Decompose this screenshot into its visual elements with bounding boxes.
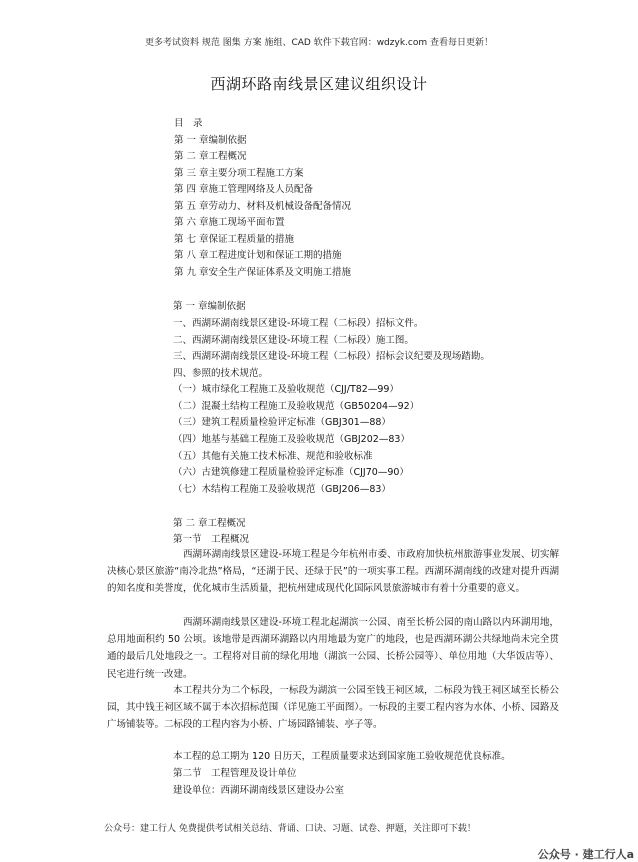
spec-item: （五）其他有关施工技术标准、规范和验收标准 xyxy=(173,451,373,462)
paragraph: 西湖环湖南线景区建设-环境工程是今年杭州市委、市政府加快杭州旅游事业发展、切实解决核心景区旅游“南冷北热”格局，“还湖于民、还绿于民”的一项实事工程。西湖环湖南线的改建对提升西湖的知名度和美誉度，优化城市生活质量，把杭州建成现代化国际风景旅游城市有着十分重要的意义。 xyxy=(107,549,559,595)
paragraph: 本工程共分为二个标段，一标段为湖滨一公园至钱王祠区域，二标段为钱王祠区域至长桥公园，其中钱王祠区域不属于本次招标范围（详见施工平面图）。一标段的主要工程内容为水体、小桥、园路及广场铺装等。二标段的工程内容为小桥、广场园路铺装、亭子等。 xyxy=(107,685,559,731)
paragraph: 本工程的总工期为 120 日历天，工程质量要求达到国家施工验收规范优良标准。 xyxy=(173,751,511,762)
toc-item: 第 六 章施工现场平面布置 xyxy=(174,217,285,228)
basis-item: 三、西湖环湖南线景区建设-环境工程（二标段）招标会议纪要及现场踏勘。 xyxy=(173,351,490,362)
section-heading: 第二节 工程管理及设计单位 xyxy=(173,768,297,779)
toc-item: 第 四 章施工管理网络及人员配备 xyxy=(174,184,314,195)
document-title: 西湖环路南线景区建议组织设计 xyxy=(210,75,428,93)
toc-item: 第 一 章编制依据 xyxy=(174,135,247,146)
toc-item: 第 三 章主要分项工程施工方案 xyxy=(174,168,304,179)
toc-item: 第 二 章工程概况 xyxy=(174,151,247,162)
basis-item: 一、西湖环湖南线景区建设-环境工程（二标段）招标文件。 xyxy=(173,318,424,329)
chapter-heading: 第 一 章编制依据 xyxy=(173,301,246,312)
spec-item: （三）建筑工程质量检验评定标准（GBJ301—88） xyxy=(173,417,391,428)
watermark: 公众号 · 建工行人a xyxy=(537,848,634,861)
header-banner: 更多考试资料 规范 图集 方案 施组、CAD 软件下载官网：wdzyk.com 查看每日更新！ xyxy=(145,38,493,48)
spec-item: （四）地基与基础工程施工及验收规范（GBJ202—83） xyxy=(173,434,410,445)
toc-heading: 目 录 xyxy=(174,118,203,129)
toc-item: 第 五 章劳动力、材料及机械设备配备情况 xyxy=(174,201,352,212)
spec-item: （六）古建筑修建工程质量检验评定标准（CJJ70—90） xyxy=(173,467,409,478)
basis-item: 二、西湖环湖南线景区建设-环境工程（二标段）施工图。 xyxy=(173,335,414,346)
footer-note: 公众号：建工行人 免费提供考试相关总结、背诵、口诀、习题、试卷、押题，关注即可下载！ xyxy=(104,824,476,834)
construction-unit: 建设单位：西湖环湖南线景区建设办公室 xyxy=(173,785,345,796)
toc-item: 第 八 章工程进度计划和保证工期的措施 xyxy=(174,250,342,261)
section-heading: 第一节 工程概况 xyxy=(173,534,250,545)
paragraph: 西湖环湖南线景区建设-环境工程北起湖滨一公园、南至长桥公园的南山路以内环湖用地，总用地面积约 50 公顷。该地带是西湖环湖路以内用地最为宽广的地段，也是西湖环湖公共绿地尚未完全贯通的最后几处地段之一。工程将对目前的绿化用地（湖滨一公园、长桥公园等）、单位用地（大华饭店等）、民宅进行统一改建。 xyxy=(107,617,559,680)
toc-item: 第 七 章保证工程质量的措施 xyxy=(174,234,295,245)
basis-item: 四、参照的技术规范。 xyxy=(173,368,269,379)
spec-item: （七）木结构工程施工及验收规范（GBJ206—83） xyxy=(173,484,391,495)
toc-item: 第 九 章安全生产保证体系及文明施工措施 xyxy=(174,267,352,278)
chapter-heading: 第 二 章工程概况 xyxy=(173,518,246,529)
spec-item: （一）城市绿化工程施工及验收规范（CJJ/T82—99） xyxy=(173,384,399,395)
spec-item: （二）混凝土结构工程施工及验收规范（GB50204—92） xyxy=(173,401,420,412)
